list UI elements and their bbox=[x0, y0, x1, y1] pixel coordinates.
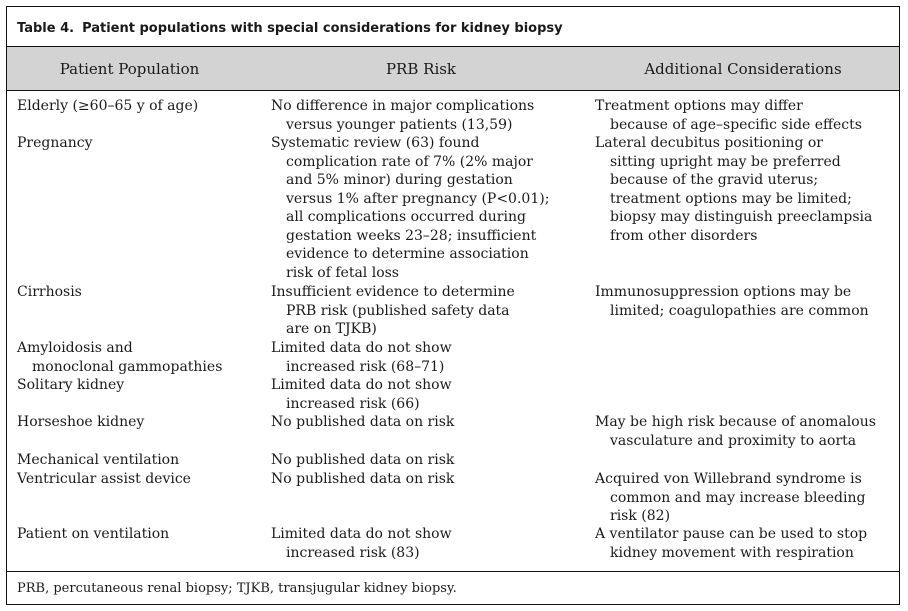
column-header-population: Patient Population bbox=[59, 60, 200, 78]
cell-line: evidence to determine association bbox=[286, 246, 529, 262]
cell-line: versus 1% after pregnancy (P<0.01); bbox=[286, 190, 550, 207]
cell-line: Pregnancy bbox=[17, 135, 93, 151]
cell-line: kidney movement with respiration bbox=[610, 544, 854, 561]
cell-line: Ventricular assist device bbox=[17, 471, 191, 487]
cell-considerations bbox=[595, 134, 899, 245]
cell-line: biopsy may distinguish preeclampsia bbox=[610, 209, 873, 225]
cell-line: because of the gravid uterus; bbox=[610, 172, 819, 188]
table-body bbox=[7, 91, 899, 571]
cell-line: Solitary kidney bbox=[17, 377, 125, 393]
cell-line: Lateral decubitus positioning or bbox=[595, 135, 823, 151]
cell-line: A ventilator pause can be used to stop bbox=[595, 526, 868, 542]
cell-line: No published data on risk bbox=[271, 414, 455, 430]
column-header-considerations: Additional Considerations bbox=[644, 60, 842, 78]
cell-prb-risk bbox=[271, 413, 581, 432]
cell-prb-risk bbox=[271, 376, 581, 413]
cell-line: Limited data do not show bbox=[271, 526, 452, 542]
cell-population bbox=[17, 376, 257, 395]
cell-line: Patient on ventilation bbox=[17, 526, 170, 542]
cell-line: risk (82) bbox=[610, 508, 671, 524]
cell-line: common and may increase bleeding bbox=[610, 489, 866, 506]
cell-population bbox=[17, 470, 257, 489]
cell-prb-risk bbox=[271, 134, 581, 282]
cell-line: and 5% minor) during gestation bbox=[286, 172, 513, 188]
table-header bbox=[7, 47, 899, 91]
table-frame bbox=[6, 6, 900, 605]
cell-prb-risk bbox=[271, 525, 581, 562]
cell-line: Limited data do not show bbox=[271, 340, 452, 356]
cell-line: from other disorders bbox=[610, 227, 758, 244]
cell-line: Limited data do not show bbox=[271, 377, 452, 393]
cell-considerations bbox=[595, 413, 899, 450]
cell-line: versus younger patients (13,59) bbox=[286, 116, 513, 133]
cell-line: increased risk (83) bbox=[286, 544, 420, 561]
cell-line: limited; coagulopathies are common bbox=[610, 302, 869, 319]
cell-prb-risk bbox=[271, 283, 581, 339]
table-title: Patient populations with special considerations for kidney biopsy bbox=[82, 21, 563, 36]
cell-line: Amyloidosis and bbox=[17, 340, 133, 356]
cell-line: No published data on risk bbox=[271, 452, 455, 468]
cell-line: Elderly (≥60–65 y of age) bbox=[17, 98, 199, 114]
cell-line: No difference in major complications bbox=[271, 98, 535, 114]
cell-line: increased risk (66) bbox=[286, 395, 420, 412]
cell-considerations bbox=[595, 470, 899, 526]
cell-prb-risk bbox=[271, 451, 581, 470]
cell-line: Horseshoe kidney bbox=[17, 414, 145, 430]
cell-line: No published data on risk bbox=[271, 471, 455, 487]
cell-line: monoclonal gammopathies bbox=[32, 358, 223, 375]
cell-line: treatment options may be limited; bbox=[610, 190, 852, 207]
table-footnote: PRB, percutaneous renal biopsy; TJKB, transjugular kidney biopsy. bbox=[17, 581, 457, 596]
footnote-divider bbox=[7, 571, 899, 572]
cell-considerations bbox=[595, 283, 899, 320]
cell-line: all complications occurred during bbox=[286, 209, 526, 225]
cell-line: Treatment options may differ bbox=[595, 98, 803, 114]
cell-line: gestation weeks 23–28; insufficient bbox=[286, 227, 537, 244]
cell-line: Cirrhosis bbox=[17, 284, 82, 300]
cell-population bbox=[17, 283, 257, 302]
cell-prb-risk bbox=[271, 97, 581, 134]
cell-line: Immunosuppression options may be bbox=[595, 284, 852, 300]
cell-population bbox=[17, 525, 257, 544]
cell-population bbox=[17, 413, 257, 432]
cell-line: PRB risk (published safety data bbox=[286, 302, 510, 319]
cell-considerations bbox=[595, 97, 899, 134]
cell-line: Insufficient evidence to determine bbox=[271, 284, 515, 300]
cell-considerations bbox=[595, 525, 899, 562]
table-caption bbox=[7, 7, 899, 47]
cell-line: May be high risk because of anomalous bbox=[595, 414, 876, 430]
cell-line: risk of fetal loss bbox=[286, 264, 399, 281]
cell-population bbox=[17, 97, 257, 116]
cell-line: are on TJKB) bbox=[286, 321, 377, 337]
cell-prb-risk bbox=[271, 470, 581, 489]
cell-line: complication rate of 7% (2% major bbox=[286, 153, 533, 170]
table-label: Table 4. bbox=[17, 21, 75, 36]
cell-population bbox=[17, 134, 257, 153]
cell-line: Systematic review (63) found bbox=[271, 135, 480, 151]
cell-line: Acquired von Willebrand syndrome is bbox=[595, 471, 862, 487]
column-header-prb-risk: PRB Risk bbox=[385, 60, 457, 78]
cell-line: because of age–specific side effects bbox=[610, 116, 862, 133]
cell-line: sitting upright may be preferred bbox=[610, 153, 841, 170]
cell-population bbox=[17, 339, 257, 376]
cell-line: increased risk (68–71) bbox=[286, 358, 445, 375]
cell-population bbox=[17, 451, 257, 470]
cell-line: vasculature and proximity to aorta bbox=[610, 432, 857, 449]
cell-prb-risk bbox=[271, 339, 581, 376]
cell-line: Mechanical ventilation bbox=[17, 452, 180, 468]
